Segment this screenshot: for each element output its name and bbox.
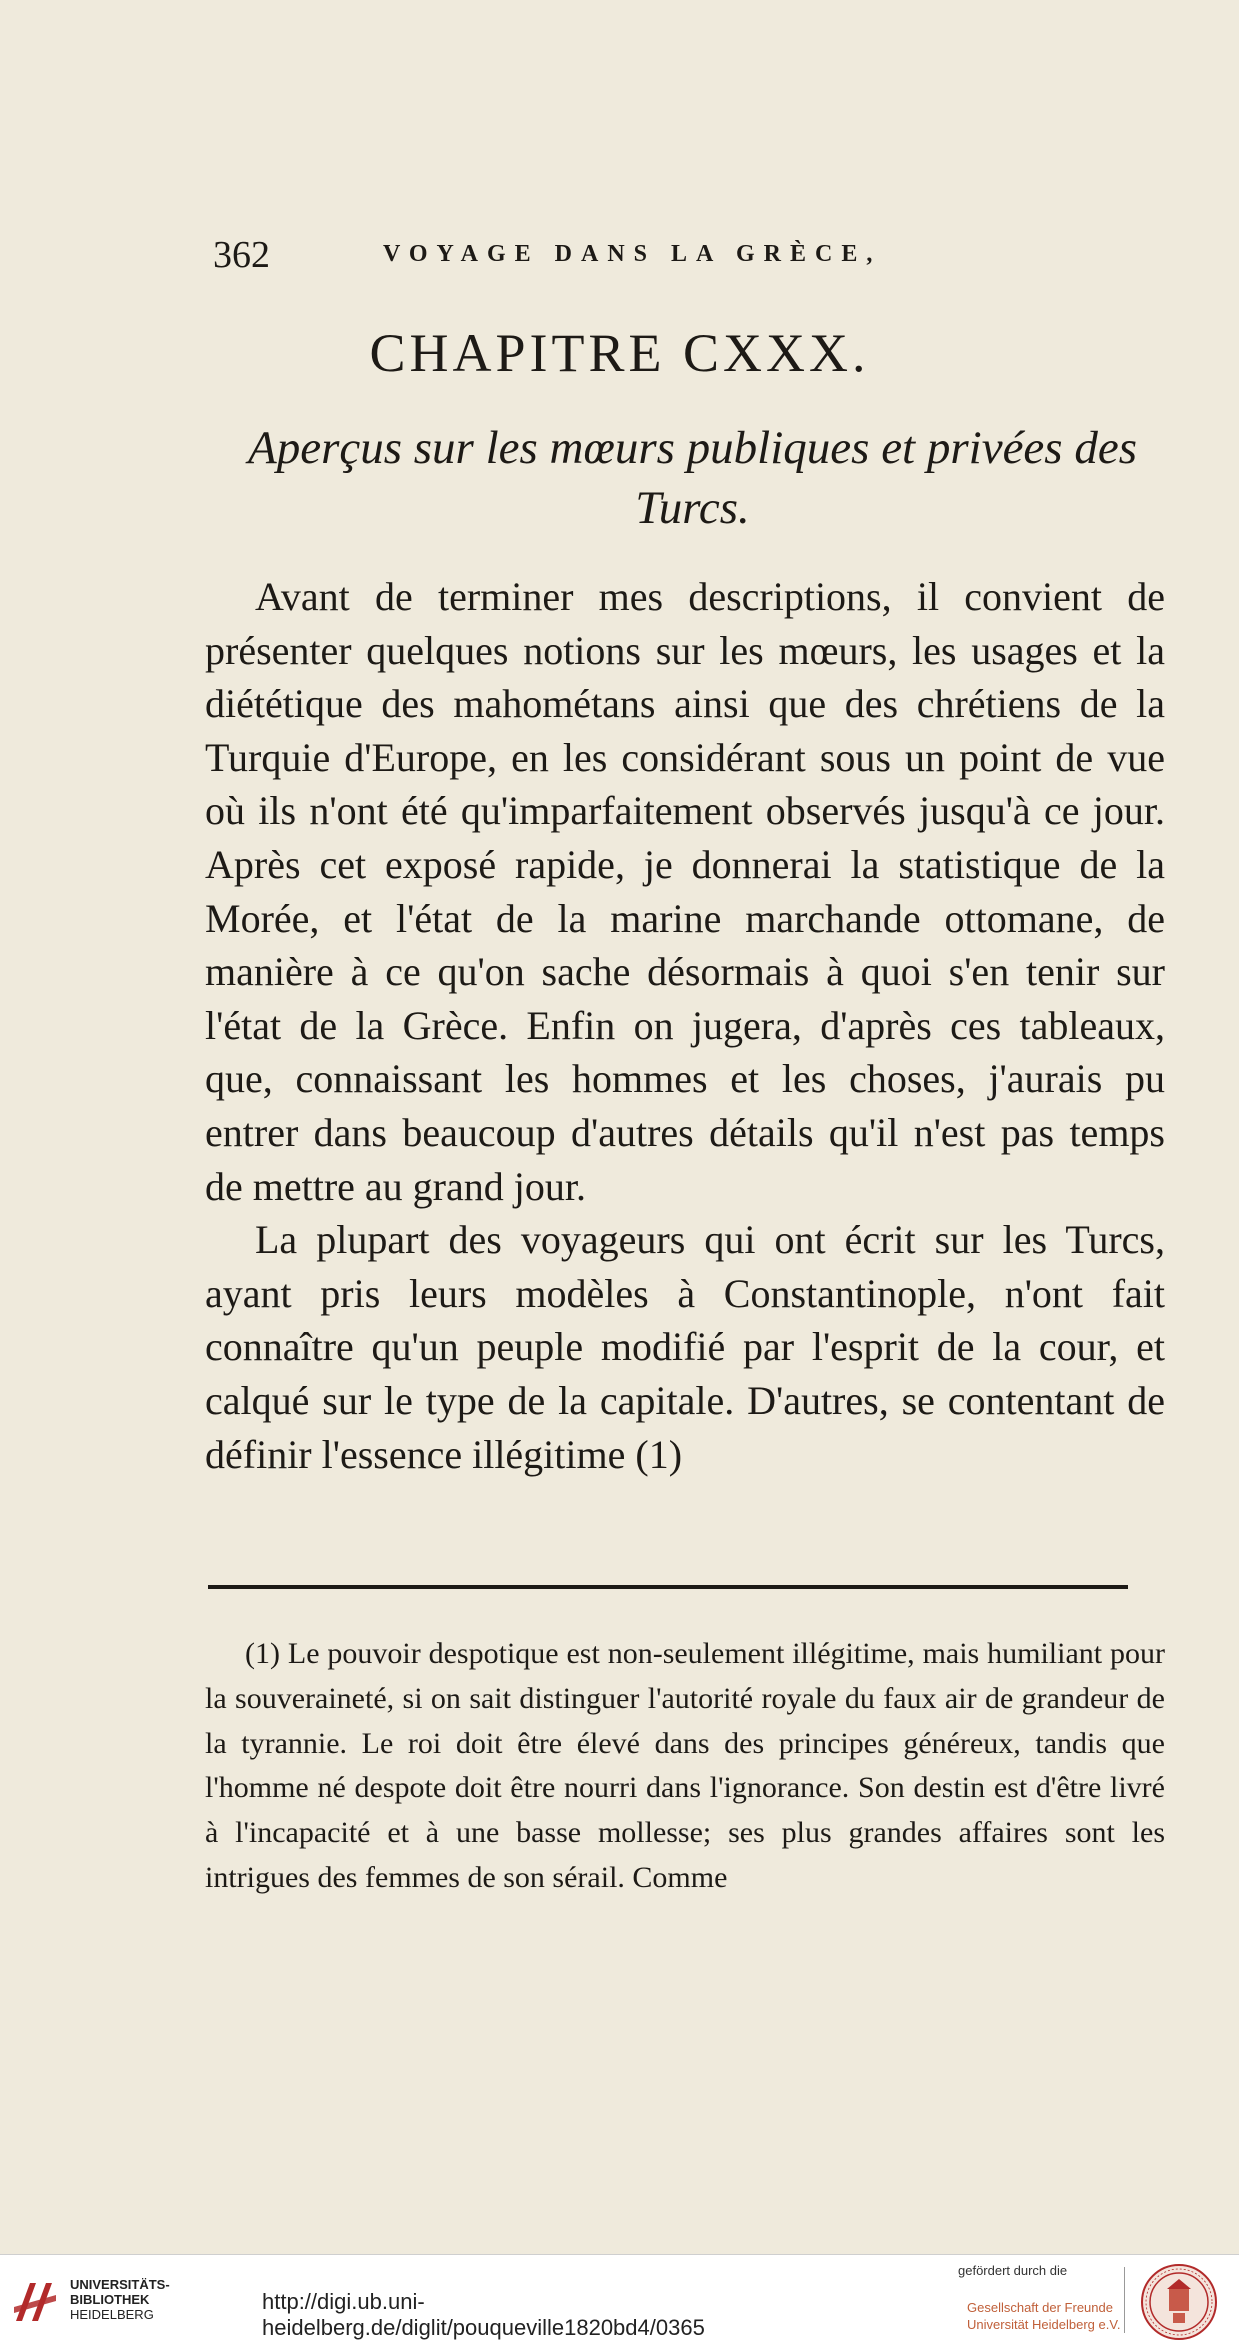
chapter-title: CHAPITRE CXXX.: [369, 323, 870, 383]
page-header: [213, 233, 1173, 293]
sponsor-name-line: Gesellschaft der Freunde: [967, 2300, 1113, 2315]
sponsor-name-line: Universität Heidelberg e.V.: [967, 2317, 1121, 2332]
paragraph: La plupart des voyageurs qui ont écrit sur les Turcs, ayant pris leurs modèles à Constantinople, n'ont fait connaître qu'un peuple modifié par l'esprit de la cour, et calqué sur le type de la capitale. D'autres, se contentant de définir l'essence illégitime (1): [205, 1217, 1165, 1477]
footnote-text: (1) Le pouvoir despotique est non-seulement illégitime, mais humiliant pour la souveraineté, si on sait distinguer l'autorité royale du faux air de grandeur de la tyrannie. Le roi doit être élevé dans des principes généreux, tandis que l'homme né despote doit être nourri dans l'ignorance. Son destin est d'être livré à l'incapacité et à une basse mollesse; ses plus grandes affaires sont les intrigues des femmes de son sérail. Comme: [205, 1637, 1165, 1894]
university-seal-icon[interactable]: [1140, 2263, 1218, 2341]
viewer-footer: [0, 2254, 1239, 2344]
sponsor-name[interactable]: [967, 2299, 1147, 2333]
footer-divider: [1124, 2267, 1125, 2333]
permalink-url[interactable]: http://digi.ub.uni-heidelberg.de/diglit/pouqueville1820bd4/0365: [262, 2289, 705, 2340]
page-number: 362: [213, 234, 270, 276]
library-name-line: BIBLIOTHEK: [70, 2292, 150, 2307]
library-name[interactable]: [70, 2277, 240, 2322]
library-name-line: UNIVERSITÄTS-: [70, 2277, 170, 2292]
funded-by-label: gefördert durch die: [958, 2263, 1068, 2278]
running-head: VOYAGE DANS LA GRÈCE,: [383, 241, 882, 267]
body-text: [205, 570, 1165, 1481]
paragraph: Avant de terminer mes descriptions, il convient de présenter quelques notions sur les mœurs, les usages et la diététique des mahométans ainsi que des chrétiens de la Turquie d'Europe, en les considérant sous un point de vue où ils n'ont été qu'imparfaitement observés jusqu'à ce jour. Après cet exposé rapide, je donnerai la statistique de la Morée, et l'état de la marine marchande ottomane, de manière à ce qu'on sache désormais à quoi s'en tenir sur l'état de la Grèce. Enfin on jugera, d'après ces tableaux, que, connaissant les hommes et les choses, j'aurais pu entrer dans beaucoup d'autres détails qu'il n'est pas temps de mettre au grand jour.: [205, 574, 1165, 1209]
library-name-line: HEIDELBERG: [70, 2307, 154, 2322]
footnote: [205, 1632, 1165, 1901]
university-library-logo-icon[interactable]: [12, 2277, 58, 2325]
footnote-divider: [208, 1585, 1128, 1589]
chapter-subtitle: Aperçus sur les mœurs publiques et privées des Turcs.: [248, 422, 1137, 534]
